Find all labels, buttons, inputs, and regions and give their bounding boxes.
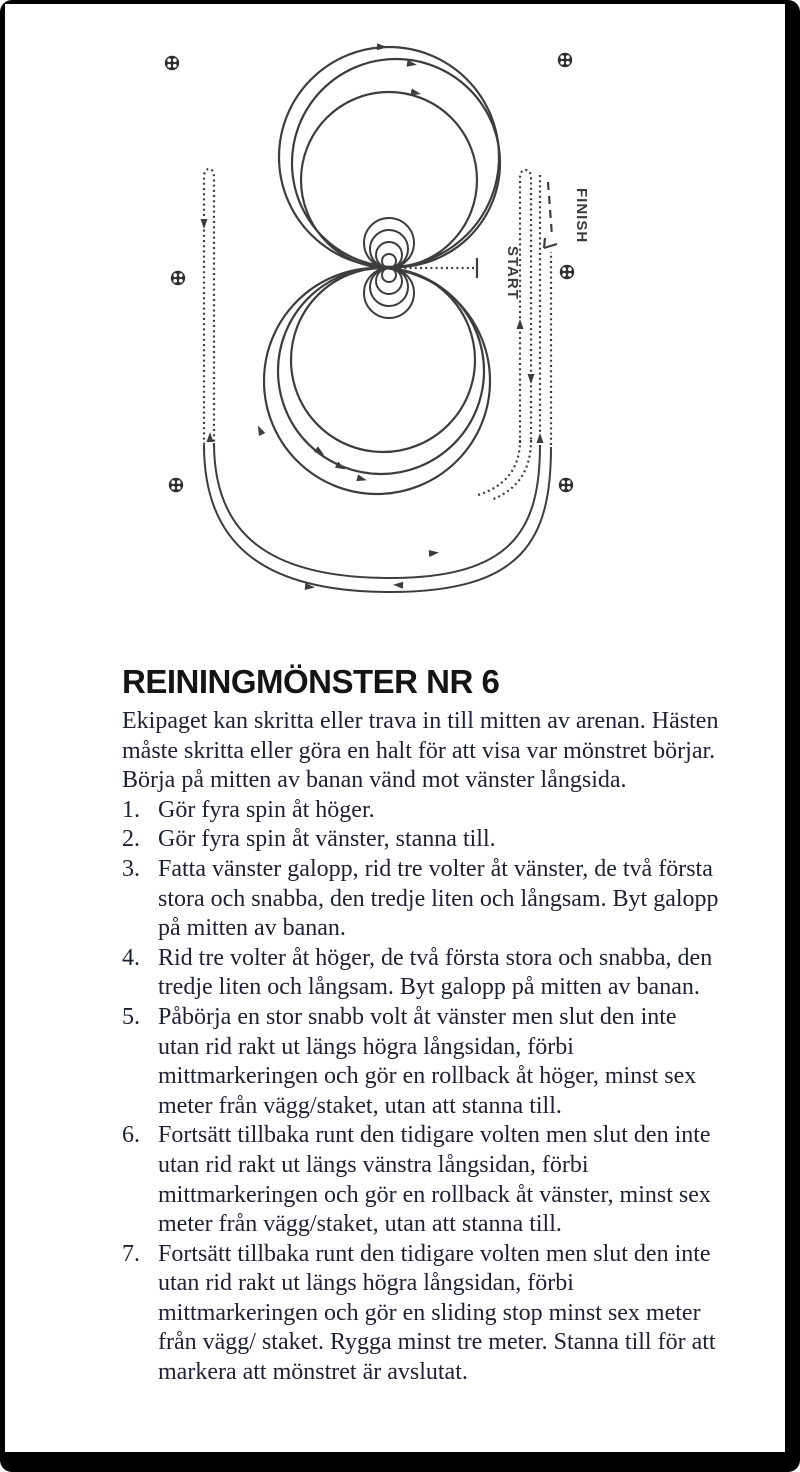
top-circles (279, 47, 500, 268)
step-number: 1. (122, 796, 140, 823)
list-item (122, 944, 719, 1003)
list-item (122, 1121, 719, 1239)
intro-paragraph-2: Börja på mitten av banan vänd mot vänster långsida. (122, 767, 627, 794)
step-text: Fortsätt tillbaka runt den tidigare volten men slut den inte utan rid rakt ut längs högra långsidan, förbi mittmarkeringen och gör en sliding stop minst sex meter från vägg/ staket. Rygga minst tre meter. Stanna till för att markera att mönstret är avslutat. (158, 1240, 716, 1386)
pattern-description (122, 664, 719, 1388)
step-text: Rid tre volter åt höger, de två första stora och snabba, den tredje liten och långsam. Byt galopp på mitten av banan. (158, 944, 713, 1001)
arena-marker-icon (559, 478, 573, 492)
arena-marker-icon (560, 265, 574, 279)
list-item (122, 1240, 719, 1388)
bottom-sweep-arcs (204, 443, 551, 592)
arena-marker-icon (171, 271, 185, 285)
step-number: 4. (122, 944, 140, 971)
left-rundown-track (204, 169, 214, 450)
document-page (5, 4, 785, 1452)
step-number: 6. (122, 1122, 140, 1149)
step-text: Påbörja en stor snabb volt åt vänster men slut den inte utan rid rakt ut längs högra långsidan, förbi mittmarkeringen och gör en rollback åt höger, minst sex meter från vägg/staket, utan att stanna till. (158, 1003, 697, 1119)
list-item (122, 855, 719, 944)
step-number: 5. (122, 1003, 140, 1030)
arena-marker-icon (165, 56, 179, 70)
arena-marker-icon (558, 53, 572, 67)
intro-paragraph-1: Ekipaget kan skritta eller trava in till mitten av arenan. Hästen måste skritta eller göra en halt för att visa var mönstret börjar. (122, 708, 719, 764)
page-title: REININGMÖNSTER NR 6 (122, 663, 500, 700)
step-text: Gör fyra spin åt höger. (158, 796, 375, 823)
list-item (122, 796, 719, 826)
start-label: START (504, 246, 521, 300)
arena-marker-icon (169, 478, 183, 492)
step-text: Fatta vänster galopp, rid tre volter åt vänster, de två första stora och snabba, den tredje liten och långsam. Byt galopp på mitten av banan. (158, 855, 719, 942)
pattern-steps-list (122, 796, 719, 1388)
finish-backup-mark (544, 182, 557, 248)
step-text: Fortsätt tillbaka runt den tidigare volten men slut den inte utan rid rakt ut längs vänstra långsidan, förbi mittmarkeringen och gör en rollback åt vänster, minst sex meter från vägg/staket, utan att stanna till. (158, 1122, 711, 1238)
step-number: 7. (122, 1240, 140, 1267)
reining-pattern-diagram (5, 4, 785, 660)
step-number: 2. (122, 826, 140, 853)
step-number: 3. (122, 855, 140, 882)
list-item (122, 825, 719, 855)
list-item (122, 1003, 719, 1121)
step-text: Gör fyra spin åt vänster, stanna till. (158, 826, 496, 853)
finish-label: FINISH (573, 188, 590, 244)
